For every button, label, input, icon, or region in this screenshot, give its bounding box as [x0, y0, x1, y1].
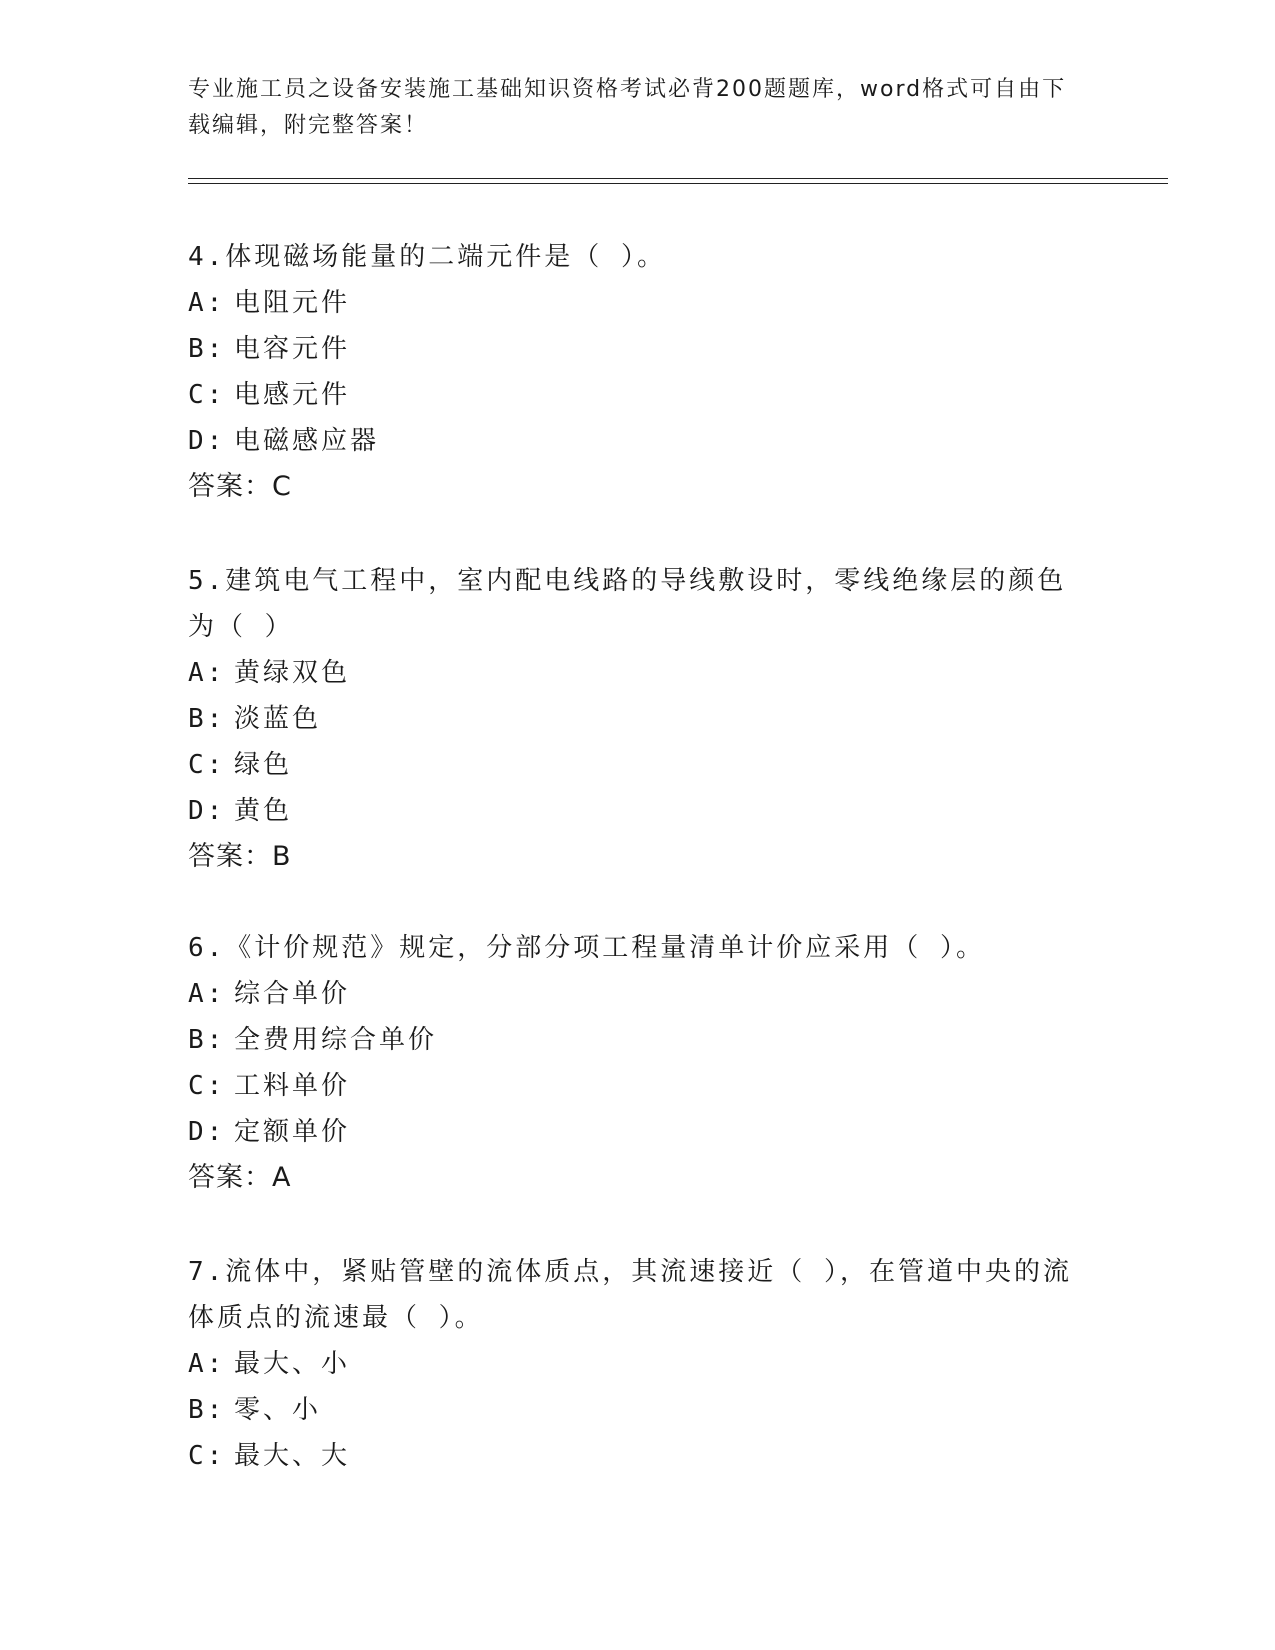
document-header: 专业施工员之设备安装施工基础知识资格考试必背200题题库，word格式可自由下载编辑，附完整答案！	[188, 77, 1067, 138]
option-text: 零、小	[234, 1395, 322, 1425]
option-label: D:	[188, 796, 226, 826]
option-b	[188, 1017, 1088, 1063]
question-6	[188, 925, 1088, 1201]
answer: 答案：B	[188, 841, 292, 872]
option-d	[188, 1109, 1088, 1155]
option-label: B:	[188, 704, 226, 734]
option-text: 最大、大	[234, 1441, 351, 1471]
answer: 答案：A	[188, 1162, 292, 1193]
option-label: C:	[188, 380, 226, 410]
question-stem: 5.建筑电气工程中，室内配电线路的导线敷设时，零线绝缘层的颜色为（ ）	[188, 566, 1067, 642]
option-label: D:	[188, 426, 226, 456]
option-label: C:	[188, 1441, 226, 1471]
option-text: 电感元件	[234, 380, 351, 410]
option-c	[188, 742, 1088, 788]
option-text: 定额单价	[234, 1117, 351, 1147]
option-label: C:	[188, 750, 226, 780]
question-stem: 7.流体中，紧贴管壁的流体质点，其流速接近（ ），在管道中央的流体质点的流速最（ ）。	[188, 1257, 1072, 1333]
option-text: 电阻元件	[234, 288, 351, 318]
option-label: A:	[188, 979, 226, 1009]
option-text: 电磁感应器	[234, 426, 380, 456]
option-a	[188, 650, 1088, 696]
option-label: A:	[188, 658, 226, 688]
option-a	[188, 1341, 1088, 1387]
option-text: 绿色	[234, 750, 293, 780]
option-text: 黄色	[234, 796, 293, 826]
option-text: 全费用综合单价	[234, 1025, 438, 1055]
option-text: 淡蓝色	[234, 704, 322, 734]
option-a	[188, 280, 1088, 326]
option-c	[188, 1063, 1088, 1109]
question-stem: 6.《计价规范》规定，分部分项工程量清单计价应采用（ ）。	[188, 933, 985, 963]
option-label: B:	[188, 1025, 226, 1055]
option-label: C:	[188, 1071, 226, 1101]
option-b	[188, 696, 1088, 742]
option-a	[188, 971, 1088, 1017]
question-stem: 4.体现磁场能量的二端元件是（ ）。	[188, 242, 666, 272]
answer: 答案：C	[188, 471, 292, 502]
header-divider-bottom	[188, 183, 1168, 184]
option-d	[188, 788, 1088, 834]
question-7	[188, 1249, 1088, 1479]
option-text: 最大、小	[234, 1349, 351, 1379]
question-5	[188, 558, 1088, 880]
option-b	[188, 1387, 1088, 1433]
option-d	[188, 418, 1088, 464]
option-label: B:	[188, 1395, 226, 1425]
option-text: 电容元件	[234, 334, 351, 364]
option-label: A:	[188, 1349, 226, 1379]
option-text: 工料单价	[234, 1071, 351, 1101]
option-text: 综合单价	[234, 979, 351, 1009]
option-c	[188, 1433, 1088, 1479]
option-b	[188, 326, 1088, 372]
option-label: B:	[188, 334, 226, 364]
option-label: D:	[188, 1117, 226, 1147]
header-divider-top	[188, 178, 1168, 179]
option-label: A:	[188, 288, 226, 318]
option-text: 黄绿双色	[234, 658, 351, 688]
question-4	[188, 234, 1088, 510]
option-c	[188, 372, 1088, 418]
